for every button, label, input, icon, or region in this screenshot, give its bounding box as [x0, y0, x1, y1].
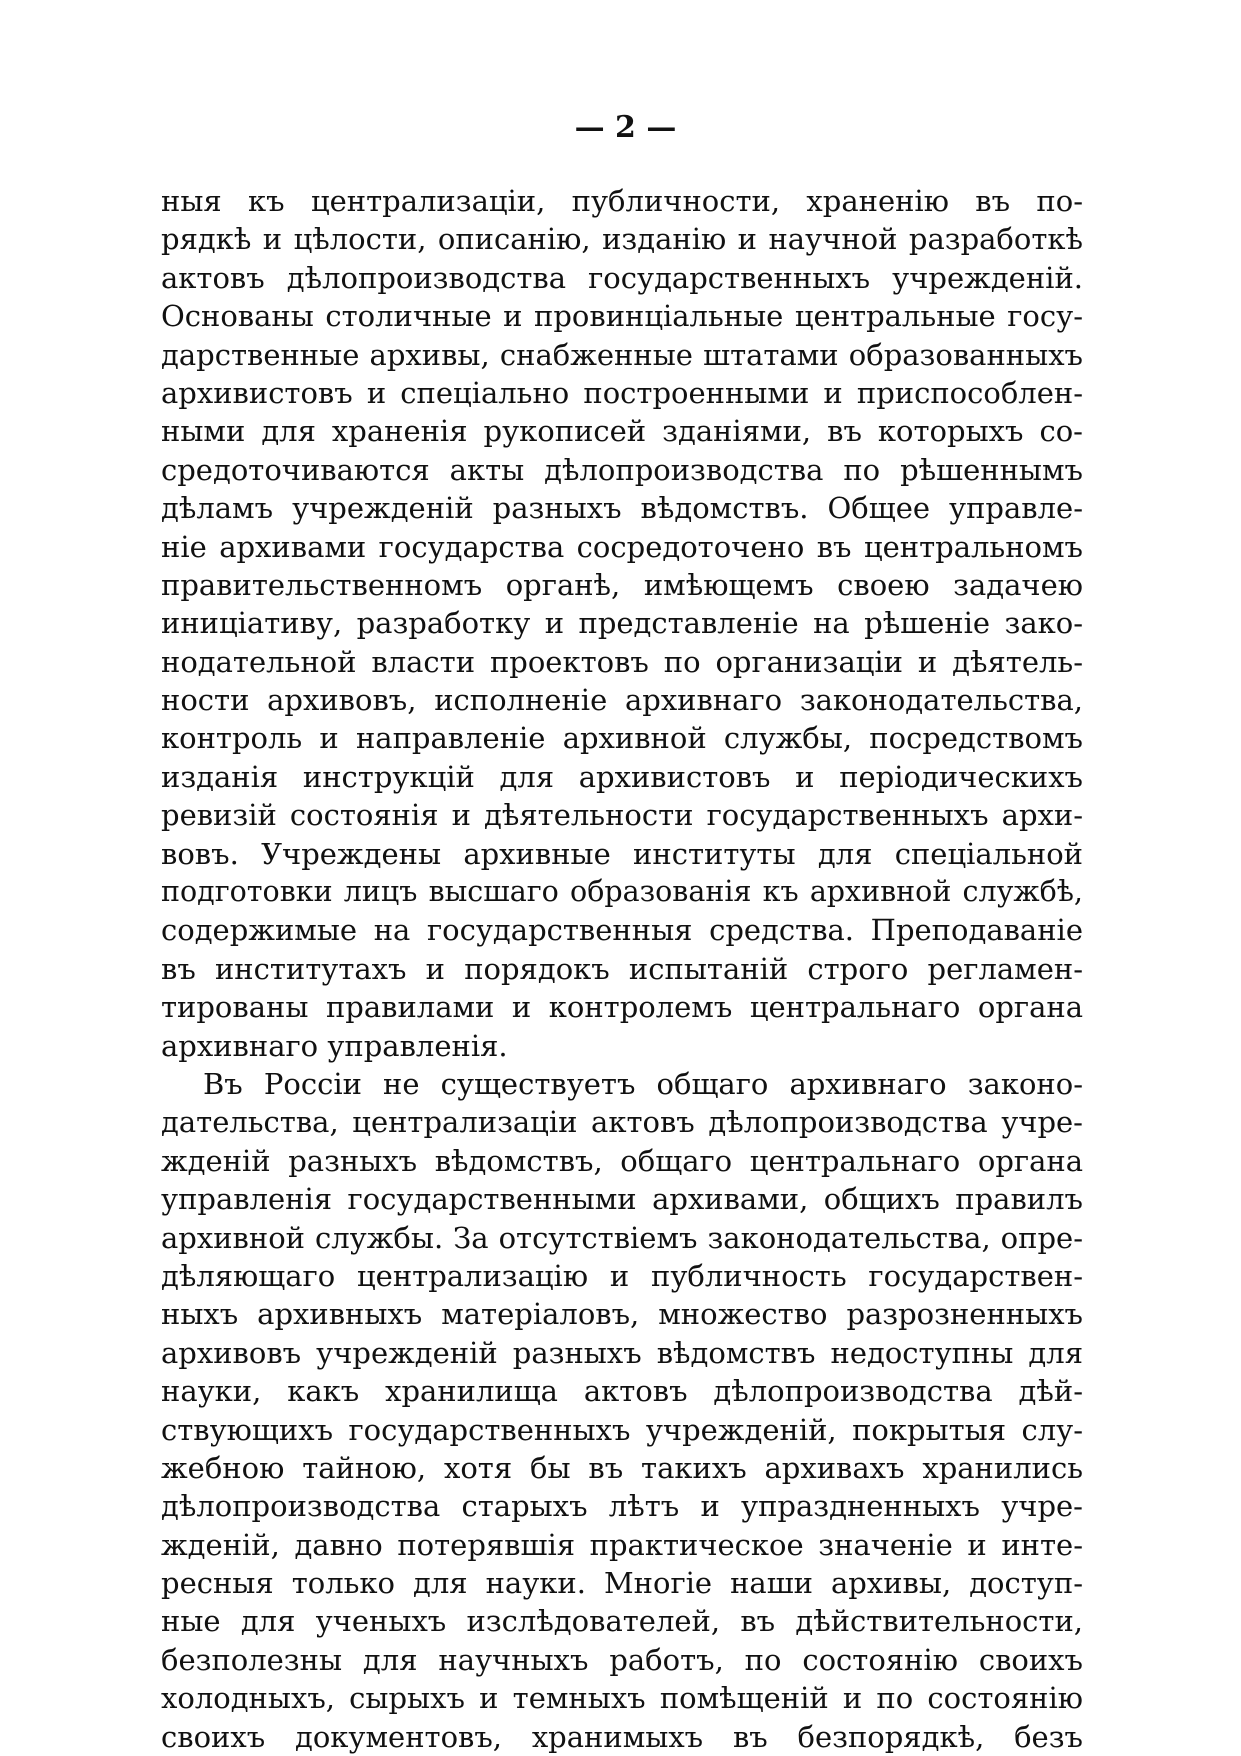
paragraph-end-line: архивнаго управленія. [161, 1028, 508, 1063]
text-line: изданія инструкцій для архивистовъ и періодическихъ [161, 759, 1083, 794]
text-line: ности архивовъ, исполненіе архивнаго законодательства, [161, 683, 1083, 718]
text-line: содержимые на государственныя средства. Преподаваніе [161, 913, 1083, 948]
text-line: дѣлопроизводства старыхъ лѣтъ и упраздненныхъ учре- [161, 1489, 1083, 1524]
text-line: ревизій состоянія и дѣятельности государственныхъ архи- [161, 798, 1083, 833]
text-line: дѣляющаго централизацію и публичность государствен- [161, 1258, 1083, 1293]
text-line: жденій разныхъ вѣдомствъ, общаго центральнаго органа [161, 1143, 1083, 1178]
text-line: ныхъ архивныхъ матеріаловъ, множество разрозненныхъ [161, 1297, 1083, 1332]
text-line: науки, какъ хранилища актовъ дѣлопроизводства дѣй- [161, 1374, 1083, 1409]
text-line: холодныхъ, сырыхъ и темныхъ помѣщеній и по состоянію [161, 1681, 1083, 1716]
text-line: въ институтахъ и порядокъ испытаній строго регламен- [161, 951, 1083, 986]
text-line: Основаны столичные и провинціальные центральные госу- [161, 299, 1083, 334]
text-line: ніе архивами государства сосредоточено въ центральномъ [161, 529, 1083, 564]
text-line: подготовки лицъ высшаго образованія къ архивной службѣ, [161, 875, 1083, 909]
text-line: правительственномъ органѣ, имѣющемъ своею задачею [161, 567, 1083, 602]
text-line: архивной службы. За отсутствіемъ законодательства, опре- [161, 1220, 1083, 1255]
text-line: вовъ. Учреждены архивные институты для спеціальной [161, 836, 1083, 871]
text-line: средоточиваются акты дѣлопроизводства по рѣшеннымъ [161, 452, 1083, 487]
text-line: жденій, давно потерявшія практическое значеніе и инте- [161, 1527, 1083, 1562]
text-line: архивовъ учрежденій разныхъ вѣдомствъ недоступны для [161, 1335, 1083, 1370]
text-line: ные для ученыхъ изслѣдователей, въ дѣйствительности, [161, 1604, 1083, 1639]
text-line: управленія государственными архивами, общихъ правилъ [161, 1182, 1083, 1217]
text-line: ными для храненія рукописей зданіями, въ которыхъ со- [161, 414, 1083, 449]
text-line: рядкѣ и цѣлости, описанію, изданію и научной разработкѣ [161, 222, 1083, 257]
text-line: жебною тайною, хотя бы въ такихъ архивахъ хранились [161, 1450, 1083, 1485]
text-line: своихъ документовъ, хранимыхъ въ безпорядкѣ, безъ [161, 1719, 1083, 1754]
text-line: безполезны для научныхъ работъ, по состоянію своихъ [161, 1642, 1083, 1677]
text-line: архивистовъ и спеціально построенными и приспособлен- [161, 375, 1083, 410]
text-line: дѣламъ учрежденій разныхъ вѣдомствъ. Общее управле- [161, 491, 1083, 526]
text-line: дательства, централизаціи актовъ дѣлопроизводства учре- [161, 1105, 1083, 1140]
text-line: тированы правилами и контролемъ центральнаго органа [161, 990, 1083, 1025]
page-text [161, 182, 1083, 1756]
text-line: контроль и направленіе архивной службы, посредствомъ [161, 721, 1083, 756]
text-line: дарственные архивы, снабженные штатами образованныхъ [161, 337, 1083, 372]
text-line: иниціативу, разработку и представленіе на рѣшеніе зако- [161, 606, 1083, 641]
text-line: ствующихъ государственныхъ учрежденій, покрытыя слу- [161, 1412, 1083, 1447]
text-line: актовъ дѣлопроизводства государственныхъ учрежденій. [161, 260, 1083, 295]
text-line: ресныя только для науки. Многіе наши архивы, доступ- [161, 1566, 1083, 1601]
paragraph-start-line: Въ Россіи не существуетъ общаго архивнаго законо- [203, 1066, 1083, 1101]
page-number: — 2 — [574, 110, 677, 145]
text-line: нодательной власти проектовъ по организаціи и дѣятель- [161, 644, 1083, 679]
text-line: ныя къ централизаціи, публичности, храненію въ по- [161, 184, 1083, 218]
